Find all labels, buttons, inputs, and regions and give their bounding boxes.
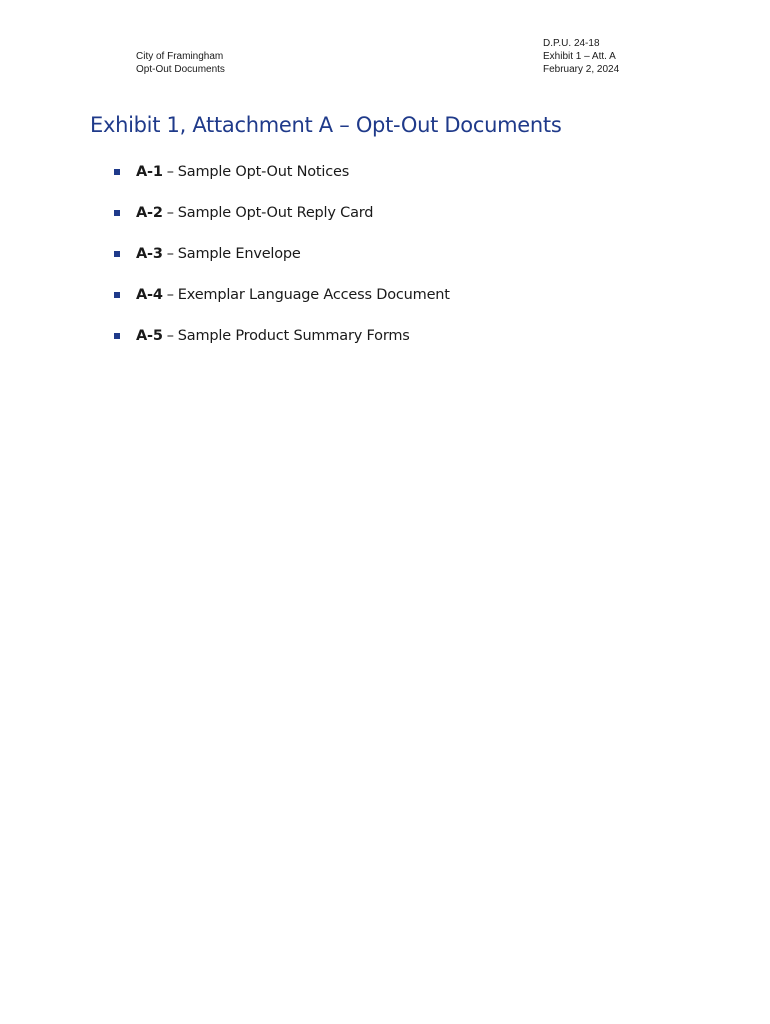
item-code: A-2 <box>136 205 163 221</box>
header-document-name: Opt-Out Documents <box>136 64 225 75</box>
item-code: A-5 <box>136 328 163 344</box>
list-item <box>110 324 450 348</box>
item-separator: – <box>166 205 174 221</box>
item-code: A-3 <box>136 246 163 262</box>
item-separator: – <box>166 287 174 303</box>
list-item <box>110 160 450 184</box>
item-code: A-1 <box>136 164 163 180</box>
item-label: Sample Product Summary Forms <box>177 328 410 344</box>
item-label: Sample Opt-Out Notices <box>177 164 350 180</box>
header-docket-number: D.P.U. 24-18 <box>543 38 600 49</box>
list-item <box>110 283 450 307</box>
item-separator: – <box>166 246 174 262</box>
header-date: February 2, 2024 <box>543 64 620 75</box>
square-bullet-icon <box>114 292 120 298</box>
header-exhibit-reference: Exhibit 1 – Att. A <box>543 51 616 62</box>
item-separator: – <box>166 164 174 180</box>
document-list <box>110 160 450 365</box>
item-label: Exemplar Language Access Document <box>177 287 450 303</box>
page-title: Exhibit 1, Attachment A – Opt-Out Documents <box>90 113 562 137</box>
item-label: Sample Envelope <box>177 246 301 262</box>
item-label: Sample Opt-Out Reply Card <box>177 205 374 221</box>
list-item <box>110 242 450 266</box>
header-left-block <box>136 50 225 76</box>
square-bullet-icon <box>114 333 120 339</box>
square-bullet-icon <box>114 169 120 175</box>
item-separator: – <box>166 328 174 344</box>
list-item <box>110 201 450 225</box>
header-right-block <box>543 37 619 76</box>
square-bullet-icon <box>114 210 120 216</box>
square-bullet-icon <box>114 251 120 257</box>
header-organization: City of Framingham <box>136 51 224 62</box>
item-code: A-4 <box>136 287 163 303</box>
